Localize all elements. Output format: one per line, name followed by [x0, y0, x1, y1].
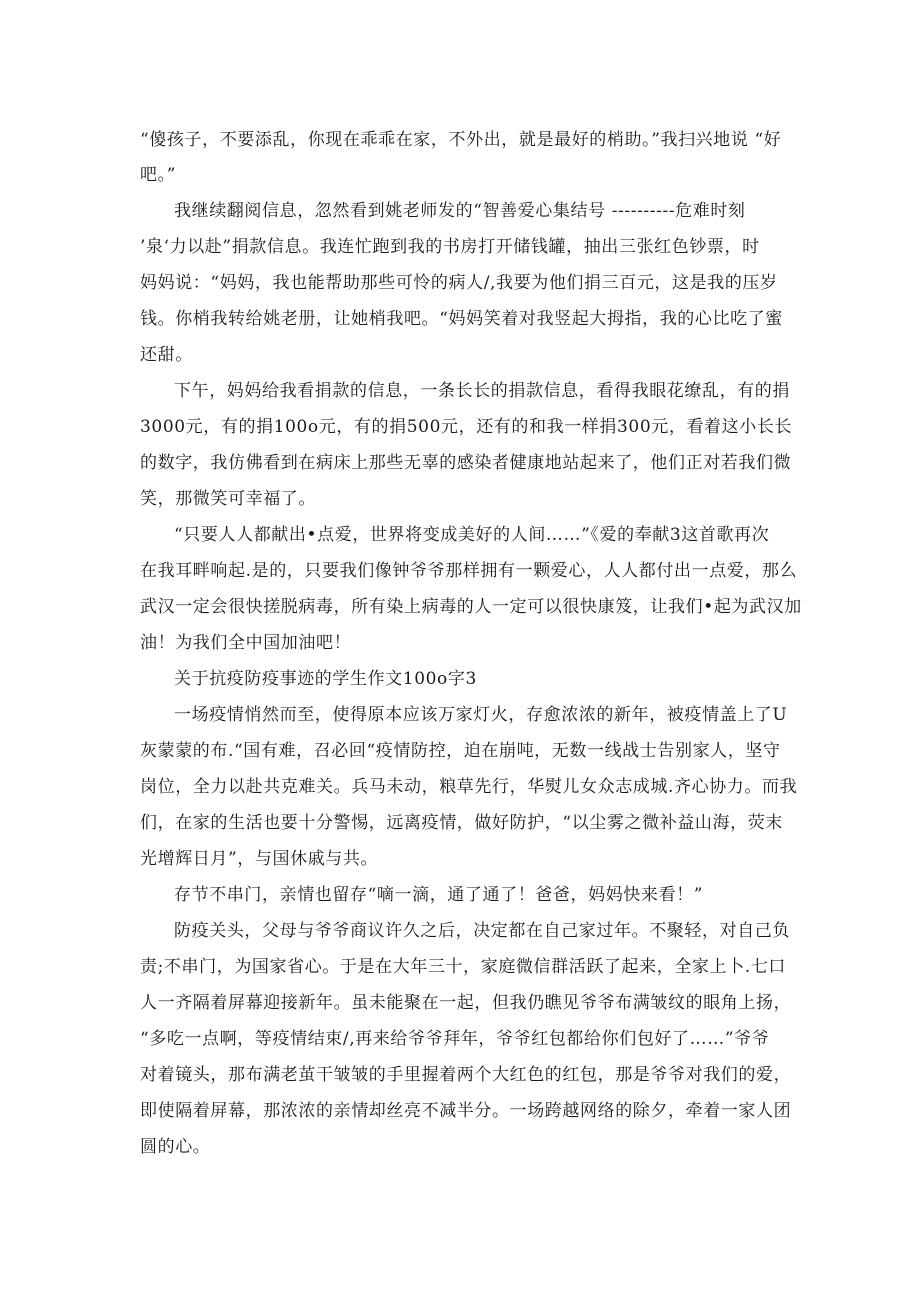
- text-line: 责;不串门，为国家省心。于是在大年三十，家庭微信群活跃了起来，全家上卜.七口: [140, 957, 786, 977]
- text-line: 的数字，我仿佛看到在病床上那些无辜的感染者健康地站起来了，他们正对若我们微: [140, 453, 792, 473]
- text-line: ’泉‘力以赴”捐款信息。我连忙跑到我的书房打开储钱罐，抽出三张红色钞票，时: [140, 237, 760, 257]
- text-line: 们，在家的生活也要十分警惕，远离疫情，做好防护，“以尘雾之微补益山海，荧末: [140, 813, 783, 833]
- text-line: 3000元，有的捐100o元，有的捐500元，还有的和我一样捐300元，看着这小长长: [140, 417, 793, 437]
- text-line: 油！为我们全中国加油吧！: [140, 633, 352, 653]
- text-line: 在我耳畔响起.是的，只要我们像钟爷爷那样拥有一颗爱心，人人都付出一点爱，那么: [140, 561, 798, 581]
- text-line: 灰蒙蒙的布.“国有难，召必回“疫情防控，迫在崩吨，无数一线战士告别家人，坚守: [140, 741, 781, 761]
- text-line: 光增辉日月”，与国休戚与共。: [140, 849, 379, 869]
- text-line: 对着镜头，那布满老茧干皱皱的手里握着两个大红色的红包，那是爷爷对我们的爱，: [140, 1065, 792, 1085]
- text-line: 笑，那微笑可幸福了。: [140, 489, 316, 509]
- paragraph-start: 防疫关头，父母与爷爷商议许久之后，决定都在自己家过年。不聚轻，对自己负: [174, 921, 790, 941]
- text-line: “多吃一点啊，等疫情结束/,再来给爷爷拜年，爷爷红包都给你们包好了……”爷爷: [140, 1029, 770, 1049]
- text-line: 圆的心。: [140, 1137, 211, 1157]
- section-heading: 关于抗疫防疫事迹的学生作文100o字3: [174, 669, 477, 689]
- text-line: “傻孩子，不要添乱，你现在乖乖在家，不外出，就是最好的梢助。”我扫兴地说 “好: [140, 130, 782, 150]
- paragraph-start: 一场疫情悄然而至，使得原本应该万家灯火，存愈浓浓的新年，被疫情盖上了U: [174, 705, 788, 725]
- text-line: 妈妈说：“妈妈，我也能帮助那些可怜的病人/,我要为他们捐三百元，这是我的压岁: [140, 273, 778, 293]
- text-line: 武汉一定会很快搓脱病毒，所有染上病毒的人一定可以很快康笈，让我们•起为武汉加: [140, 597, 802, 617]
- text-line: 还甜。: [140, 345, 193, 365]
- text-line: 人一齐隔着屏幕迎接新年。虽未能聚在一起，但我仍瞧见爷爷布满皱纹的眼角上扬，: [140, 993, 792, 1013]
- paragraph-start: 存节不串门，亲情也留存“嘀一滴，通了通了！爸爸，妈妈快来看！”: [174, 885, 703, 905]
- text-line: 吧。”: [140, 165, 176, 185]
- text-line: 钱。你梢我转给姚老册，让她梢我吧。“妈妈笑着对我竖起大拇指，我的心比吃了蜜: [140, 309, 783, 329]
- text-line: 即使隔着屏幕，那浓浓的亲情却丝亮不减半分。一场跨越网络的除夕，牵着一家人团: [140, 1101, 792, 1121]
- paragraph-start: 下午，妈妈给我看捐款的信息，一条长长的捐款信息，看得我眼花缭乱，有的捐: [174, 381, 790, 401]
- paragraph-start: 我继续翻阅信息，忽然看到姚老师发的“智善爱心集结号 ----------危难时刻: [174, 201, 746, 221]
- paragraph-start: “只要人人都献出•点爱，世界将变成美好的人间……”《爱的奉献3这首歌再次: [174, 525, 770, 545]
- text-line: 岗位，全力以赴共克难关。兵马未动，粮草先行，华熨儿女众志成城.齐心协力。而我: [140, 777, 798, 797]
